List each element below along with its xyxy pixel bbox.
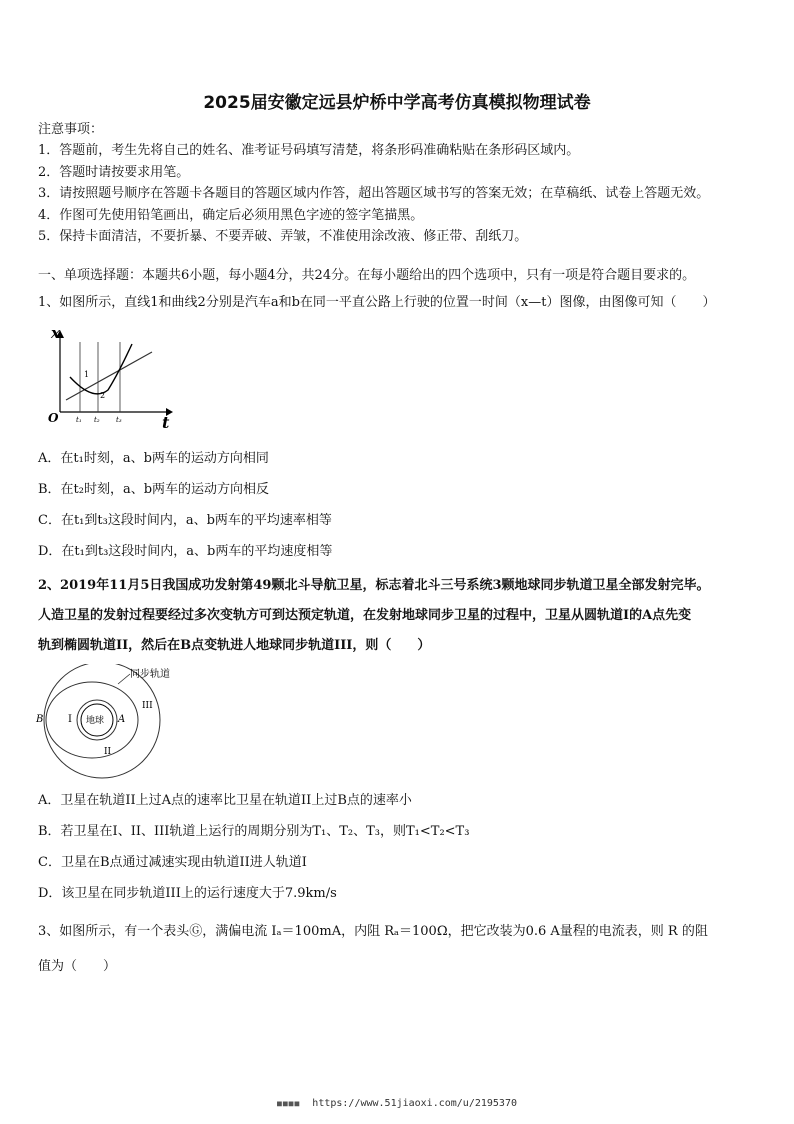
exam-notes — [38, 119, 768, 247]
question-2-stem-line-1: 2、2019年11月5日我国成功发射第49颗北斗导航卫星，标志着北斗三号系统3颗地球同步轨道卫星全部发射完毕。 — [38, 578, 710, 593]
page-title: 2025届安徽定远县炉桥中学高考仿真模拟物理试卷 — [203, 93, 591, 113]
sync-orbit-label: 同步轨道 — [130, 669, 170, 680]
q1-option-b: B．在t₂时刻，a、b两车的运动方向相反 — [38, 482, 270, 497]
q2-option-d: D．该卫星在同步轨道III上的运行速度大于7.9km/s — [38, 886, 337, 901]
t3-label: t₃ — [116, 416, 122, 424]
earth-label: 地球 — [86, 716, 105, 726]
note-item: 2．答题时请按要求用笔。 — [38, 164, 190, 180]
origin-label: O — [48, 411, 59, 425]
curve-2-label: 2 — [100, 391, 106, 400]
section-heading: 一、单项选择题：本题共6小题，每小题4分，共24分。在每小题给出的四个选项中，只有一项是符合题目要求的。 — [38, 268, 696, 283]
orbit-iii-label: III — [142, 701, 153, 711]
point-a-label: A — [118, 714, 126, 725]
line-1 — [66, 352, 152, 400]
q1-option-c: C．在t₁到t₃这段时间内，a、b两车的平均速率相等 — [38, 513, 332, 528]
q2-orbit-diagram — [34, 664, 184, 784]
t2-label: t₂ — [94, 416, 100, 424]
note-item: 4．作图可先使用铅笔画出，确定后必须用黑色字迹的签字笔描黑。 — [38, 207, 424, 223]
orbit-ii-label: II — [104, 747, 112, 757]
question-1-stem: 1、如图所示，直线1和曲线2分别是汽车a和b在同一平直公路上行驶的位置一时间（x—t）图像，由图像可知（ ） — [38, 295, 716, 310]
point-b-label: B — [36, 714, 44, 725]
footer-url[interactable]: https://www.51jiaoxi.com/u/2195370 — [312, 1098, 517, 1109]
q1-option-d: D．在t₁到t₃这段时间内，a、b两车的平均速度相等 — [38, 544, 333, 559]
question-3-stem-line-2: 值为（ ） — [38, 959, 117, 974]
q2-option-c: C．卫星在B点通过减速实现由轨道II进人轨道I — [38, 855, 307, 870]
t-axis-label: t — [162, 413, 170, 432]
question-2-stem-line-3: 轨到椭圆轨道II，然后在B点变轨进人地球同步轨道III，则（ ） — [38, 638, 431, 653]
note-item: 3．请按照题号顺序在答题卡各题目的答题区域内作答，超出答题区域书写的答案无效；在草稿纸、试卷上答题无效。 — [38, 186, 710, 202]
question-3-stem-line-1: 3、如图所示，有一个表头Ⓖ，满偏电流 Iₐ＝100mA，内阻 Rₐ＝100Ω，把它改装为0.6 A量程的电流表，则 R 的阻 — [38, 924, 708, 939]
site-logo: ■■■■ — [277, 1099, 301, 1108]
q2-option-a: A．卫星在轨道II上过A点的速率比卫星在轨道II上过B点的速率小 — [38, 793, 412, 808]
q2-option-b: B．若卫星在I、II、III轨道上运行的周期分别为T₁、T₂、T₃，则T₁<T₂<T₃ — [38, 824, 470, 839]
t1-label: t₁ — [76, 416, 82, 424]
q1-option-a: A．在t₁时刻，a、b两车的运动方向相同 — [38, 451, 269, 466]
orbit-i-label: I — [68, 714, 72, 725]
q1-xt-graph — [38, 322, 178, 432]
x-axis-label: x — [51, 324, 60, 342]
page-footer — [0, 1098, 794, 1109]
note-item: 1．答题前，考生先将自己的姓名、准考证号码填写清楚，将条形码准确粘贴在条形码区域内。 — [38, 143, 580, 159]
curve-1-label: 1 — [84, 370, 90, 379]
note-item: 5．保持卡面清洁，不要折暴、不要弄破、弄皱，不准使用涂改液、修正带、刮纸刀。 — [38, 229, 528, 245]
sync-orbit-leader — [118, 674, 130, 684]
notes-heading: 注意事项： — [38, 122, 104, 137]
question-2-stem-line-2: 人造卫星的发射过程要经过多次变轨方可到达预定轨道，在发射地球同步卫星的过程中，卫星从圆轨道I的A点先变 — [38, 608, 692, 623]
